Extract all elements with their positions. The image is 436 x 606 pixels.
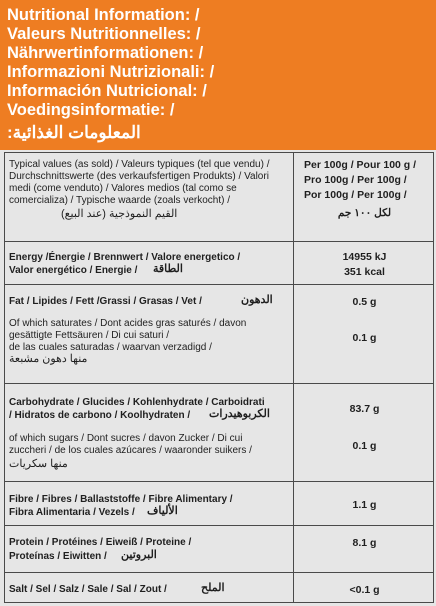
protein-label: Proteínas / Eiwitten /: [9, 551, 107, 562]
salt-value: <0.1 g: [349, 584, 380, 596]
typical-desc-line: Durchschnittswerte (des verkaufsfertigen Produkts) / Valori: [9, 171, 269, 182]
energy-label: Valor energético / Energie /: [9, 265, 138, 276]
row-divider: [5, 284, 433, 285]
carbohydrate-label-ar: الكربوهيدرات: [209, 408, 270, 420]
saturates-label: Of which saturates / Dont acides gras saturés / davon: [9, 318, 247, 329]
header-title-ar: المعلومات الغذائية:: [7, 123, 141, 142]
fibre-value: 1.1 g: [352, 499, 377, 511]
nutrition-table: [4, 152, 434, 603]
header-title-es: Información Nutricional: /: [7, 82, 207, 100]
salt-label-ar: الملح: [201, 582, 225, 594]
nutrition-header: [0, 0, 436, 150]
carbohydrate-value: 83.7 g: [349, 403, 380, 415]
per-100g-ar: لكل ١٠٠ جم: [337, 207, 392, 219]
energy-kj-value: 14955 kJ: [342, 251, 387, 263]
sugars-label: of which sugars / Dont sucres / davon Zucker / Di cui: [9, 433, 243, 444]
energy-label: Energy /Énergie / Brennwert / Valore energetico /: [9, 252, 241, 263]
per-100g-line: Pro 100g / Per 100g /: [304, 174, 407, 186]
row-divider: [5, 481, 433, 482]
header-title-en: Nutritional Information: /: [7, 6, 200, 24]
per-100g-line: Per 100g / Pour 100 g /: [304, 159, 417, 171]
carbohydrate-label: Carbohydrate / Glucides / Kohlenhydrate / Carboidrati: [9, 397, 265, 408]
typical-desc-line: medi (come venduto) / Valores medios (tal como se: [9, 183, 237, 194]
saturates-label: gesättigte Fettsäuren / Di cui saturi /: [9, 330, 170, 341]
sugars-value: 0.1 g: [352, 440, 377, 452]
carbohydrate-label: / Hidratos de carbono / Koolhydraten /: [9, 410, 191, 421]
protein-label: Protein / Protéines / Eiweiß / Proteine /: [9, 537, 192, 548]
per-100g-line: Por 100g / Per 100g /: [304, 189, 407, 201]
typical-desc-line: comercializa) / Typische waarde (zoals verkocht) /: [9, 195, 231, 206]
sugars-label-ar: منها سكريات: [9, 458, 68, 470]
row-divider: [5, 572, 433, 573]
fat-label: Fat / Lipides / Fett /Grassi / Grasas / Vet /: [9, 296, 202, 307]
energy-label-ar: الطاقة: [153, 263, 183, 275]
fibre-label-ar: الألياف: [147, 505, 178, 517]
energy-kcal-value: 351 kcal: [344, 266, 385, 278]
sugars-label: zuccheri / de los cuales azúcares / waaronder suikers /: [9, 445, 252, 456]
protein-label-ar: البروتين: [121, 549, 157, 561]
row-divider: [5, 383, 433, 384]
row-divider: [5, 525, 433, 526]
saturates-label: de las cuales saturadas / waarvan verzadigd /: [9, 342, 212, 353]
column-divider: [293, 153, 294, 602]
saturates-label-ar: منها دهون مشبعة: [9, 353, 88, 365]
fibre-label: Fibra Alimentaria / Vezels /: [9, 507, 135, 518]
header-title-it: Informazioni Nutrizionali: /: [7, 63, 215, 81]
header-title-fr: Valeurs Nutritionnelles: /: [7, 25, 201, 43]
typical-desc-line: Typical values (as sold) / Valeurs typiques (tel que vendu) /: [9, 159, 270, 170]
typical-desc-ar: القيم النموذجية (عند البيع): [61, 208, 178, 220]
fibre-label: Fibre / Fibres / Ballaststoffe / Fibre Alimentary /: [9, 494, 233, 505]
row-divider: [5, 241, 433, 242]
salt-label: Salt / Sel / Salz / Sale / Sal / Zout /: [9, 584, 167, 595]
protein-value: 8.1 g: [352, 537, 377, 549]
fat-value: 0.5 g: [352, 296, 377, 308]
fat-label-ar: الدهون: [241, 294, 273, 306]
saturates-value: 0.1 g: [352, 332, 377, 344]
header-title-nl: Voedingsinformatie: /: [7, 101, 175, 119]
header-title-de: Nährwertinformationen: /: [7, 44, 204, 62]
